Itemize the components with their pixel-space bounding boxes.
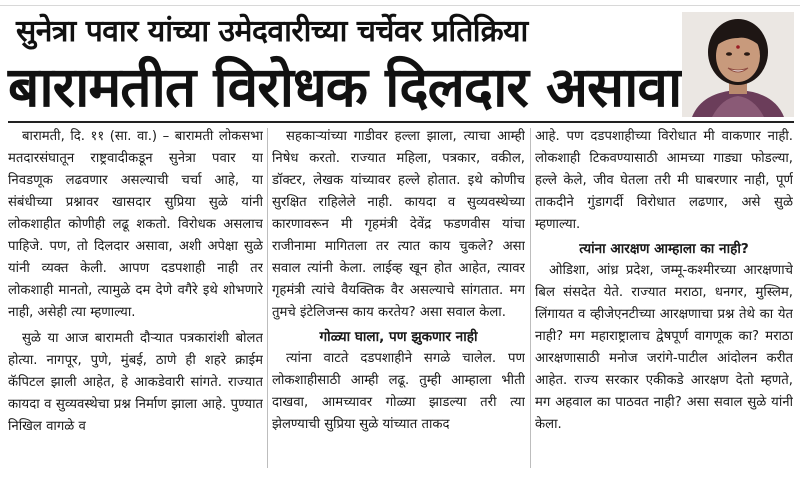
article-column-2 xyxy=(272,126,525,471)
page-top-edge xyxy=(0,0,800,6)
article-paragraph: बारामती, दि. ११ (सा. वा.) – बारामती लोकसभा मतदारसंघातून राष्ट्रवादीकडून सुनेत्रा पवार या निवडणूक लढवणार असल्याची चर्चा आहे, या संबंधीच्या प्रश्नावर खासदार सुप्रिया सुळे यांनी लोकशाहीत कोणीही लढू शकतो. विरोधक असलाच पाहिजे. पण, तो दिलदार असावा, अशी अपेक्षा सुळे यांनी व्यक्त केली. आपण दडपशाही नाही तर लोकशाही मानतो, त्यामुळे दम देणे वगैरे इथे शोभणारे नाही, असेही त्या म्हणाल्या. xyxy=(8,129,263,320)
headline-block xyxy=(8,12,682,122)
article-column-3 xyxy=(535,126,793,471)
article-headline: बारामतीत विरोधक दिलदार असावा xyxy=(8,55,682,119)
article-paragraph: ओडिशा, आंध्र प्रदेश, जम्मू-कश्मीरच्या आरक्षणाचे बिल संसदेत येते. राज्यात मराठा, धनगर, मुस्लिम, लिंगायत व व्हीजेएनटीच्या आरक्षणाचा प्रश्न तेथे का येत नाही? मग महाराष्ट्रालाच द्वेषपूर्ण वागणूक का? मराठा आरक्षणासाठी मनोज जरांगे-पाटील आंदोलन करीत आहेत. राज्य सरकार एकीकडे आरक्षण देतो म्हणते, मग अहवाल का पाठवत नाही? असा सवाल सुळे यांनी केला. xyxy=(535,263,793,432)
headline-rule xyxy=(8,121,794,123)
section-subheading: गोळ्या घाला, पण झुकणार नाही xyxy=(319,329,478,345)
article-paragraph: त्यांना वाटते दडपशाहीने सगळे चालेल. पण लोकशाहीसाठी आम्ही लढू. तुम्ही आम्हाला भीती दाखवा, आमच्यावर गोळ्या झाडल्या तरी त्या झेलण्याची सुप्रिया सुळे यांच्यात ताकद xyxy=(272,351,525,432)
article-paragraph: सहकाऱ्यांच्या गाडीवर हल्ला झाला, त्याचा आम्ही निषेध करतो. राज्यात महिला, पत्रकार, वकील, डॉक्टर, लेखक यांच्यावर हल्ले होतात. इथे कोणीच सुरक्षित राहिलेले नाही. कायदा व सुव्यवस्थेच्या कारणावरून मी गृहमंत्री देवेंद्र फडणवीस यांचा राजीनामा मागितला तर त्यात काय चुकले? असा सवाल त्यांनी केला. लाईव्ह खून होत आहेत, त्यावर गृहमंत्री त्यांचे वैयक्तिक वैर असल्याचे सांगतात. मग तुमचे इंटेलिजन्स काय करतेय? असा सवाल केला. xyxy=(272,129,525,320)
article-paragraph: आहे. पण दडपशाहीच्या विरोधात मी वाकणार नाही. लोकशाही टिकवण्यासाठी आमच्या गाड्या फोडल्या, हल्ले केले, जीव घेतला तरी मी घाबरणार नाही, पूर्ण ताकदीने गुंडागर्दी विरोधात लढणार, असे सुळे म्हणाल्या. xyxy=(535,129,793,232)
section-subheading: त्यांना आरक्षण आम्हाला का नाही? xyxy=(579,241,749,257)
article-paragraph: सुळे या आज बारामती दौऱ्यात पत्रकारांशी बोलत होत्या. नागपूर, पुणे, मुंबई, ठाणे ही शहरे क्राईम कॅपिटल झाली आहेत, हे आकडेवारी सांगते. राज्यात कायदा व सुव्यवस्थेचा प्रश्न निर्माण झाला आहे. पुण्यात निखिल वागळे व xyxy=(8,331,263,434)
column-divider xyxy=(267,128,268,468)
column-divider xyxy=(530,128,531,468)
article-column-1 xyxy=(8,126,263,471)
article-kicker: सुनेत्रा पवार यांच्या उमेदवारीच्या चर्चेवर प्रतिक्रिया xyxy=(16,14,528,49)
portrait-photo xyxy=(682,12,794,117)
portrait-illustration xyxy=(682,12,794,117)
